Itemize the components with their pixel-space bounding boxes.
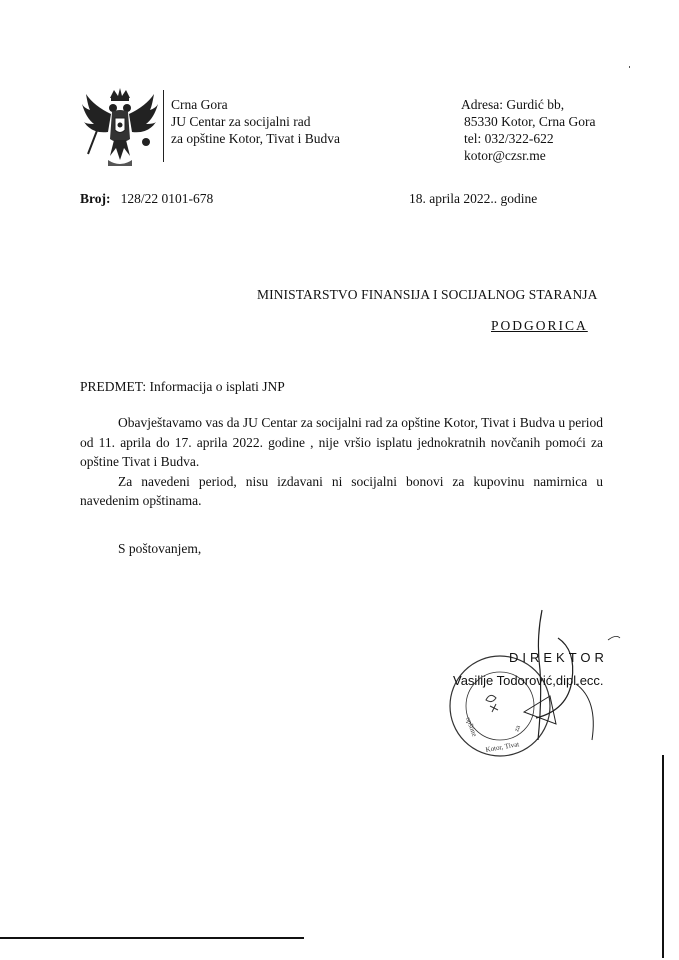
bottom-rule	[0, 937, 304, 939]
organization-block	[171, 96, 340, 147]
org-region: za opštine Kotor, Tivat i Budva	[171, 131, 340, 146]
address-email: kotor@czsr.me	[464, 148, 546, 163]
document-date: 18. aprila 2022.. godine	[409, 191, 538, 206]
right-rule	[662, 755, 664, 958]
svg-text:opštine: opštine	[464, 715, 479, 738]
coat-of-arms-icon	[80, 84, 160, 170]
recipient-ministry: MINISTARSTVO FINANSIJA I SOCIJALNOG STARANJA	[257, 287, 598, 302]
reference-label: Broj:	[80, 191, 111, 206]
address-phone: tel: 032/322-622	[464, 131, 554, 146]
address-city: 85330 Kotor, Crna Gora	[464, 114, 596, 129]
signatory-title: DIREKTOR	[509, 650, 608, 665]
svg-text:Kotor, Tivat: Kotor, Tivat	[484, 740, 520, 754]
body-paragraph: Obavještavamo vas da JU Centar za socijalni rad za opštine Kotor, Tivat i Budva u period od 11. aprila do 17. aprila 2022. godine , nije vršio isplatu jednokratnih novčanih pomoći za opštine Tivat i Budva.	[80, 415, 603, 469]
header-divider	[163, 90, 164, 162]
subject-line: PREDMET: Informacija o isplati JNP	[80, 379, 285, 394]
letter-body	[80, 413, 603, 511]
address-block	[461, 96, 595, 164]
reference-number	[80, 191, 213, 207]
org-name: JU Centar za socijalni rad	[171, 114, 311, 129]
signatory-name: Vasilije Todorović,dipl.ecc.	[453, 673, 604, 688]
org-country: Crna Gora	[171, 97, 228, 112]
recipient-city: PODGORICA	[491, 318, 588, 333]
svg-text:za: za	[512, 724, 523, 733]
body-paragraph: Za navedeni period, nisu izdavani ni socijalni bonovi za kupovinu namirnica u navedenim opštinama.	[80, 473, 603, 508]
scan-artifact	[629, 66, 630, 68]
address-street: Adresa: Gurdić bb,	[461, 97, 565, 112]
closing-salutation: S poštovanjem,	[118, 541, 202, 556]
reference-value: 128/22 0101-678	[120, 191, 214, 206]
